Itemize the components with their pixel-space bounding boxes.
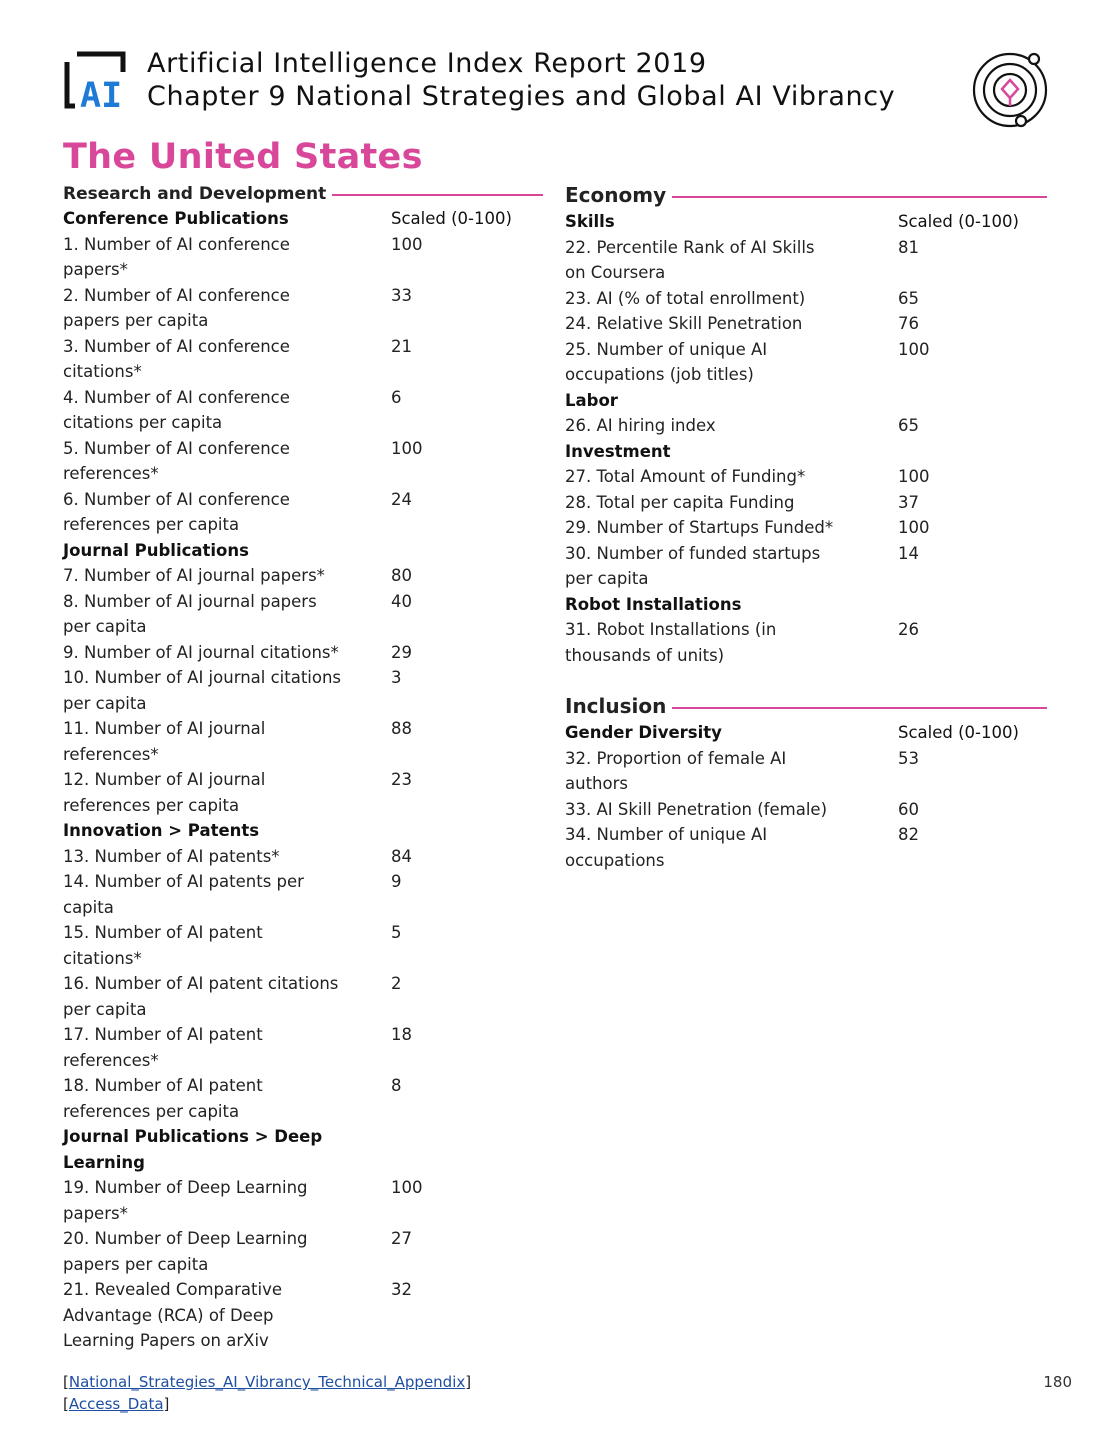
indicator-list — [565, 720, 1047, 873]
indicator-row — [63, 971, 543, 1022]
indicator-score: 88 — [391, 719, 412, 738]
indicator-label: 8. Number of AI journal papers per capita — [63, 591, 317, 636]
indicator-label: 15. Number of AI patent citations* — [63, 923, 263, 968]
subsection-label: Skills — [565, 212, 615, 231]
indicator-score: 60 — [898, 799, 919, 819]
subsection-label: Innovation > Patents — [63, 821, 260, 840]
indicator-score: 80 — [391, 566, 412, 585]
indicator-row — [565, 797, 1047, 823]
indicator-label: 27. Total Amount of Funding* — [565, 467, 806, 486]
indicator-score: 100 — [391, 234, 423, 254]
indicator-score: 100 — [898, 467, 930, 486]
subsection-heading — [63, 206, 543, 232]
scale-label: Scaled (0-100) — [898, 212, 1019, 231]
indicator-row — [565, 617, 1047, 668]
indicator-row — [63, 716, 543, 767]
indicator-row — [565, 822, 1047, 873]
subsection-label: Journal Publications — [63, 540, 249, 560]
indicator-row — [63, 920, 543, 971]
indicator-score: 65 — [898, 288, 919, 308]
indicator-score: 100 — [391, 1178, 423, 1197]
ai-index-logo-icon — [63, 50, 131, 110]
section-title: Inclusion — [565, 694, 667, 718]
indicator-score: 100 — [898, 518, 930, 537]
indicator-score: 27 — [391, 1229, 412, 1248]
indicator-score: 33 — [391, 285, 412, 305]
indicator-row — [63, 665, 543, 716]
technical-appendix-link[interactable]: National_Strategies_AI_Vibrancy_Technical_Appendix — [68, 1373, 466, 1391]
scale-label — [391, 538, 543, 564]
subsection-heading — [63, 818, 543, 844]
indicator-row — [565, 746, 1047, 797]
indicator-label: 3. Number of AI conference citations* — [63, 336, 290, 381]
indicator-score: 81 — [898, 237, 919, 257]
indicator-row — [63, 869, 543, 920]
indicator-label: 1. Number of AI conference papers* — [63, 234, 290, 279]
indicator-row — [63, 1175, 543, 1226]
indicator-row — [63, 844, 543, 870]
scale-label: Scaled (0-100) — [391, 209, 512, 228]
indicator-label: 25. Number of unique AI occupations (job titles) — [565, 339, 768, 384]
indicator-row — [63, 1073, 543, 1124]
section-title: Economy — [565, 183, 667, 207]
indicator-label: 6. Number of AI conference references per capita — [63, 489, 290, 534]
indicator-score: 8 — [391, 1076, 402, 1095]
report-header — [147, 47, 895, 113]
indicator-label: 2. Number of AI conference papers per capita — [63, 285, 290, 330]
indicator-label: 19. Number of Deep Learning papers* — [63, 1178, 308, 1223]
access-data-link[interactable]: Access_Data — [68, 1395, 164, 1413]
indicator-row — [565, 311, 1047, 337]
indicator-row — [63, 1226, 543, 1277]
indicator-row — [63, 589, 543, 640]
indicator-row — [565, 464, 1047, 490]
indicator-label: 12. Number of AI journal references per capita — [63, 770, 266, 815]
economy-inclusion-column — [565, 181, 1047, 873]
subsection-label: Journal Publications > Deep Learning — [63, 1127, 323, 1172]
indicator-label: 33. AI Skill Penetration (female) — [565, 799, 828, 819]
section-divider — [672, 707, 1047, 709]
indicator-score: 53 — [898, 748, 919, 768]
section-divider — [672, 196, 1047, 198]
indicator-label: 20. Number of Deep Learning papers per capita — [63, 1229, 308, 1274]
indicator-label: 34. Number of unique AI occupations — [565, 825, 768, 870]
indicator-row — [565, 515, 1047, 541]
indicator-row — [63, 385, 543, 436]
indicator-label: 5. Number of AI conference references* — [63, 438, 290, 483]
indicator-score: 29 — [391, 642, 412, 662]
indicator-label: 31. Robot Installations (in thousands of units) — [565, 620, 777, 665]
indicator-row — [565, 490, 1047, 516]
indicator-label: 18. Number of AI patent references per capita — [63, 1076, 263, 1121]
indicator-row — [63, 1277, 543, 1354]
indicator-score: 32 — [391, 1280, 412, 1299]
subsection-label: Gender Diversity — [565, 723, 722, 742]
indicator-label: 26. AI hiring index — [565, 416, 716, 435]
chapter-title: Chapter 9 National Strategies and Global AI Vibrancy — [147, 81, 896, 112]
indicator-label: 30. Number of funded startups per capita — [565, 543, 821, 588]
indicator-score: 3 — [391, 668, 402, 687]
indicator-score: 84 — [391, 846, 412, 866]
indicator-label: 24. Relative Skill Penetration — [565, 314, 803, 333]
indicator-label: 16. Number of AI patent citations per capita — [63, 974, 339, 1019]
indicator-label: 21. Revealed Comparative Advantage (RCA) of Deep Learning Papers on arXiv — [63, 1280, 282, 1350]
indicator-label: 23. AI (% of total enrollment) — [565, 288, 806, 308]
subsection-heading — [565, 720, 1047, 746]
indicator-label: 9. Number of AI journal citations* — [63, 642, 339, 662]
indicator-label: 29. Number of Startups Funded* — [565, 518, 834, 537]
indicator-label: 17. Number of AI patent references* — [63, 1025, 263, 1070]
subsection-heading — [565, 439, 1047, 465]
scale-label — [898, 388, 1047, 414]
scale-label — [898, 439, 1047, 465]
indicator-score: 26 — [898, 620, 919, 639]
indicator-score: 5 — [391, 923, 402, 942]
footer-links: [National_Strategies_AI_Vibrancy_Technical_Appendix] [Access_Data] — [63, 1373, 472, 1413]
indicator-score: 100 — [391, 438, 423, 458]
research-development-column — [63, 181, 543, 1354]
indicator-list — [565, 209, 1047, 668]
indicator-row — [565, 541, 1047, 592]
section-header-inclusion — [565, 692, 1047, 720]
indicator-row — [565, 235, 1047, 286]
indicator-score: 14 — [898, 543, 919, 563]
indicator-row — [63, 1022, 543, 1073]
indicator-row — [63, 436, 543, 487]
indicator-score: 9 — [391, 872, 402, 891]
indicator-label: 10. Number of AI journal citations per capita — [63, 668, 342, 713]
indicator-score: 40 — [391, 591, 412, 611]
subsection-label: Investment — [565, 441, 671, 461]
subsection-label: Conference Publications — [63, 209, 289, 228]
vibrancy-emblem-icon — [968, 50, 1050, 128]
subsection-heading — [63, 538, 543, 564]
indicator-score: 23 — [391, 770, 412, 789]
indicator-label: 14. Number of AI patents per capita — [63, 872, 304, 917]
subsection-label: Labor — [565, 390, 618, 410]
indicator-score: 2 — [391, 974, 402, 993]
indicator-label: 4. Number of AI conference citations per capita — [63, 387, 290, 432]
scale-label — [391, 1124, 543, 1175]
indicator-score: 100 — [898, 339, 930, 359]
indicator-score: 24 — [391, 489, 412, 509]
indicator-row — [63, 334, 543, 385]
indicator-score: 21 — [391, 336, 412, 356]
indicator-row — [565, 337, 1047, 388]
scale-label: Scaled (0-100) — [898, 723, 1019, 742]
indicator-label: 28. Total per capita Funding — [565, 492, 795, 512]
indicator-label: 22. Percentile Rank of AI Skills on Coursera — [565, 237, 815, 282]
indicator-score: 82 — [898, 825, 919, 844]
indicator-row — [63, 283, 543, 334]
indicator-label: 13. Number of AI patents* — [63, 846, 280, 866]
page-title: The United States — [63, 137, 423, 177]
indicator-row — [63, 232, 543, 283]
section-header-economy — [565, 181, 1047, 209]
indicator-label: 11. Number of AI journal references* — [63, 719, 266, 764]
indicator-row — [565, 286, 1047, 312]
subsection-label: Robot Installations — [565, 594, 742, 614]
page-number: 180 — [1043, 1373, 1072, 1391]
indicator-row — [63, 640, 543, 666]
indicator-row — [63, 563, 543, 589]
indicator-score: 37 — [898, 492, 919, 512]
indicator-row — [63, 487, 543, 538]
indicator-score: 18 — [391, 1025, 412, 1044]
section-title: Research and Development — [63, 183, 327, 204]
indicator-row — [63, 767, 543, 818]
report-title: Artificial Intelligence Index Report 2019 — [147, 48, 707, 79]
indicator-score: 65 — [898, 416, 919, 435]
section-divider — [332, 194, 543, 196]
indicator-score: 76 — [898, 314, 919, 333]
indicator-row — [565, 413, 1047, 439]
scale-label — [391, 818, 543, 844]
logo-text: AI — [80, 76, 123, 110]
subsection-heading — [565, 592, 1047, 618]
subsection-heading — [63, 1124, 543, 1175]
indicator-list — [63, 206, 543, 1354]
subsection-heading — [565, 388, 1047, 414]
indicator-score: 6 — [391, 387, 402, 407]
scale-label — [898, 592, 1047, 618]
section-header-research — [63, 181, 543, 206]
indicator-label: 32. Proportion of female AI authors — [565, 748, 787, 793]
indicator-label: 7. Number of AI journal papers* — [63, 566, 325, 585]
subsection-heading — [565, 209, 1047, 235]
